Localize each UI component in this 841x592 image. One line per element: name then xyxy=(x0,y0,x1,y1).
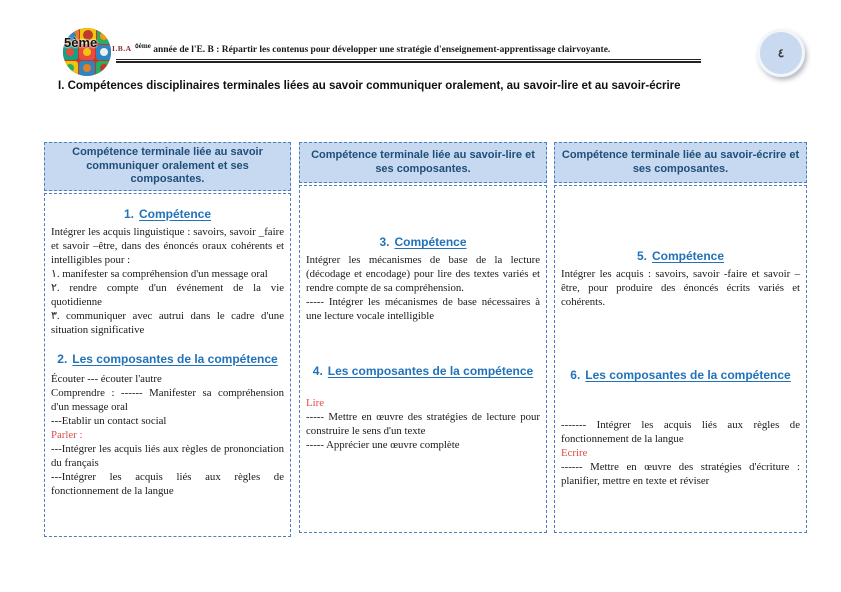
column-lire-body xyxy=(299,185,547,533)
paragraph: Comprendre : ------ Manifester sa compréhension d'un message oral xyxy=(51,386,284,413)
red-label-ecrire: Ecrire xyxy=(561,447,588,459)
school-logo xyxy=(62,27,112,77)
section-heading-competence-3: 3. Compétence xyxy=(379,235,467,249)
running-header xyxy=(135,40,695,56)
running-header-text: année de l'E. B : Répartir les contenus pour développer une stratégie d'enseignement-apprentissage clairvoyante. xyxy=(150,45,611,56)
paragraph: ---Intégrer les acquis liés aux règles de prononciation du français xyxy=(51,442,284,469)
paragraph: ----- Intégrer les mécanismes de base nécessaires à une lecture vocale intelligible xyxy=(306,296,540,322)
paragraph: ------ Mettre en œuvre des stratégies d'écriture : planifier, mettre en texte et réviser xyxy=(561,461,800,487)
column-ecrire-header: Compétence terminale liée au savoir-écrire et ses composantes. xyxy=(554,142,807,183)
paragraph: ------- Intégrer les acquis liés aux règles de fonctionnement de la langue xyxy=(561,419,800,445)
column-lire-header: Compétence terminale liée au savoir-lire et ses composantes. xyxy=(299,142,547,183)
column-lire xyxy=(299,142,547,533)
document-title: I. Compétences disciplinaires terminales liées au savoir communiquer oralement, au savoir-lire et au savoir-écrire xyxy=(58,80,681,92)
section-heading-composantes-4: 4. Les composantes de la compétence xyxy=(312,364,534,378)
paragraph: Intégrer les acquis : savoirs, savoir -faire et savoir –être, pour produire des énoncés écrits variés et cohérents. xyxy=(561,268,800,308)
page-number-badge xyxy=(757,29,805,77)
section-heading-composantes-2: 2. Les composantes de la compétence xyxy=(57,351,278,366)
paragraph: ٣. communiquer avec autrui dans le cadre d'une situation significative xyxy=(51,309,284,336)
page-number: ٤ xyxy=(777,45,785,60)
column-oral xyxy=(44,142,291,537)
paragraph: ----- Mettre en œuvre des stratégies de lecture pour construire le sens d'un texte xyxy=(306,411,540,437)
section-heading-competence-5: 5. Compétence xyxy=(636,249,725,263)
header-divider-rule xyxy=(116,59,701,63)
section-heading-composantes-6: 6. Les composantes de la compétence xyxy=(570,368,791,382)
column-oral-header: Compétence terminale liée au savoir communiquer oralement et ses composantes. xyxy=(44,142,291,191)
column-ecrire-body xyxy=(554,185,807,533)
column-ecrire xyxy=(554,142,807,533)
paragraph: ---Intégrer les acquis liés aux règles de fonctionnement de la langue xyxy=(51,470,284,497)
section-heading-competence-1: 1. Compétence xyxy=(123,206,212,221)
paragraph: ---Etablir un contact social xyxy=(51,414,167,427)
logo-grade-label: 5ème xyxy=(64,35,98,50)
paragraph: Intégrer les mécanismes de base de la lecture (décodage et encodage) pour lire des textes variés et rendre compte de sa compréhension. xyxy=(306,254,540,294)
paragraph: Intégrer les acquis linguistique : savoirs, savoir _faire et savoir –être, dans des énoncés oraux cohérents et intelligibles pour : xyxy=(51,225,284,266)
org-initials: I.B.A xyxy=(112,44,132,53)
grade-superscript: ٥ème xyxy=(135,42,151,50)
column-oral-body xyxy=(44,193,291,537)
red-label-parler: Parler : xyxy=(51,428,83,441)
paragraph: Écouter --- écouter l'autre xyxy=(51,372,162,385)
paragraph: ٢. rendre compte d'un événement de la vie quotidienne xyxy=(51,281,284,308)
paragraph: ----- Apprécier une œuvre complète xyxy=(306,439,460,451)
red-label-lire: Lire xyxy=(306,397,324,409)
paragraph: ١. manifester sa compréhension d'un message oral xyxy=(51,267,268,280)
